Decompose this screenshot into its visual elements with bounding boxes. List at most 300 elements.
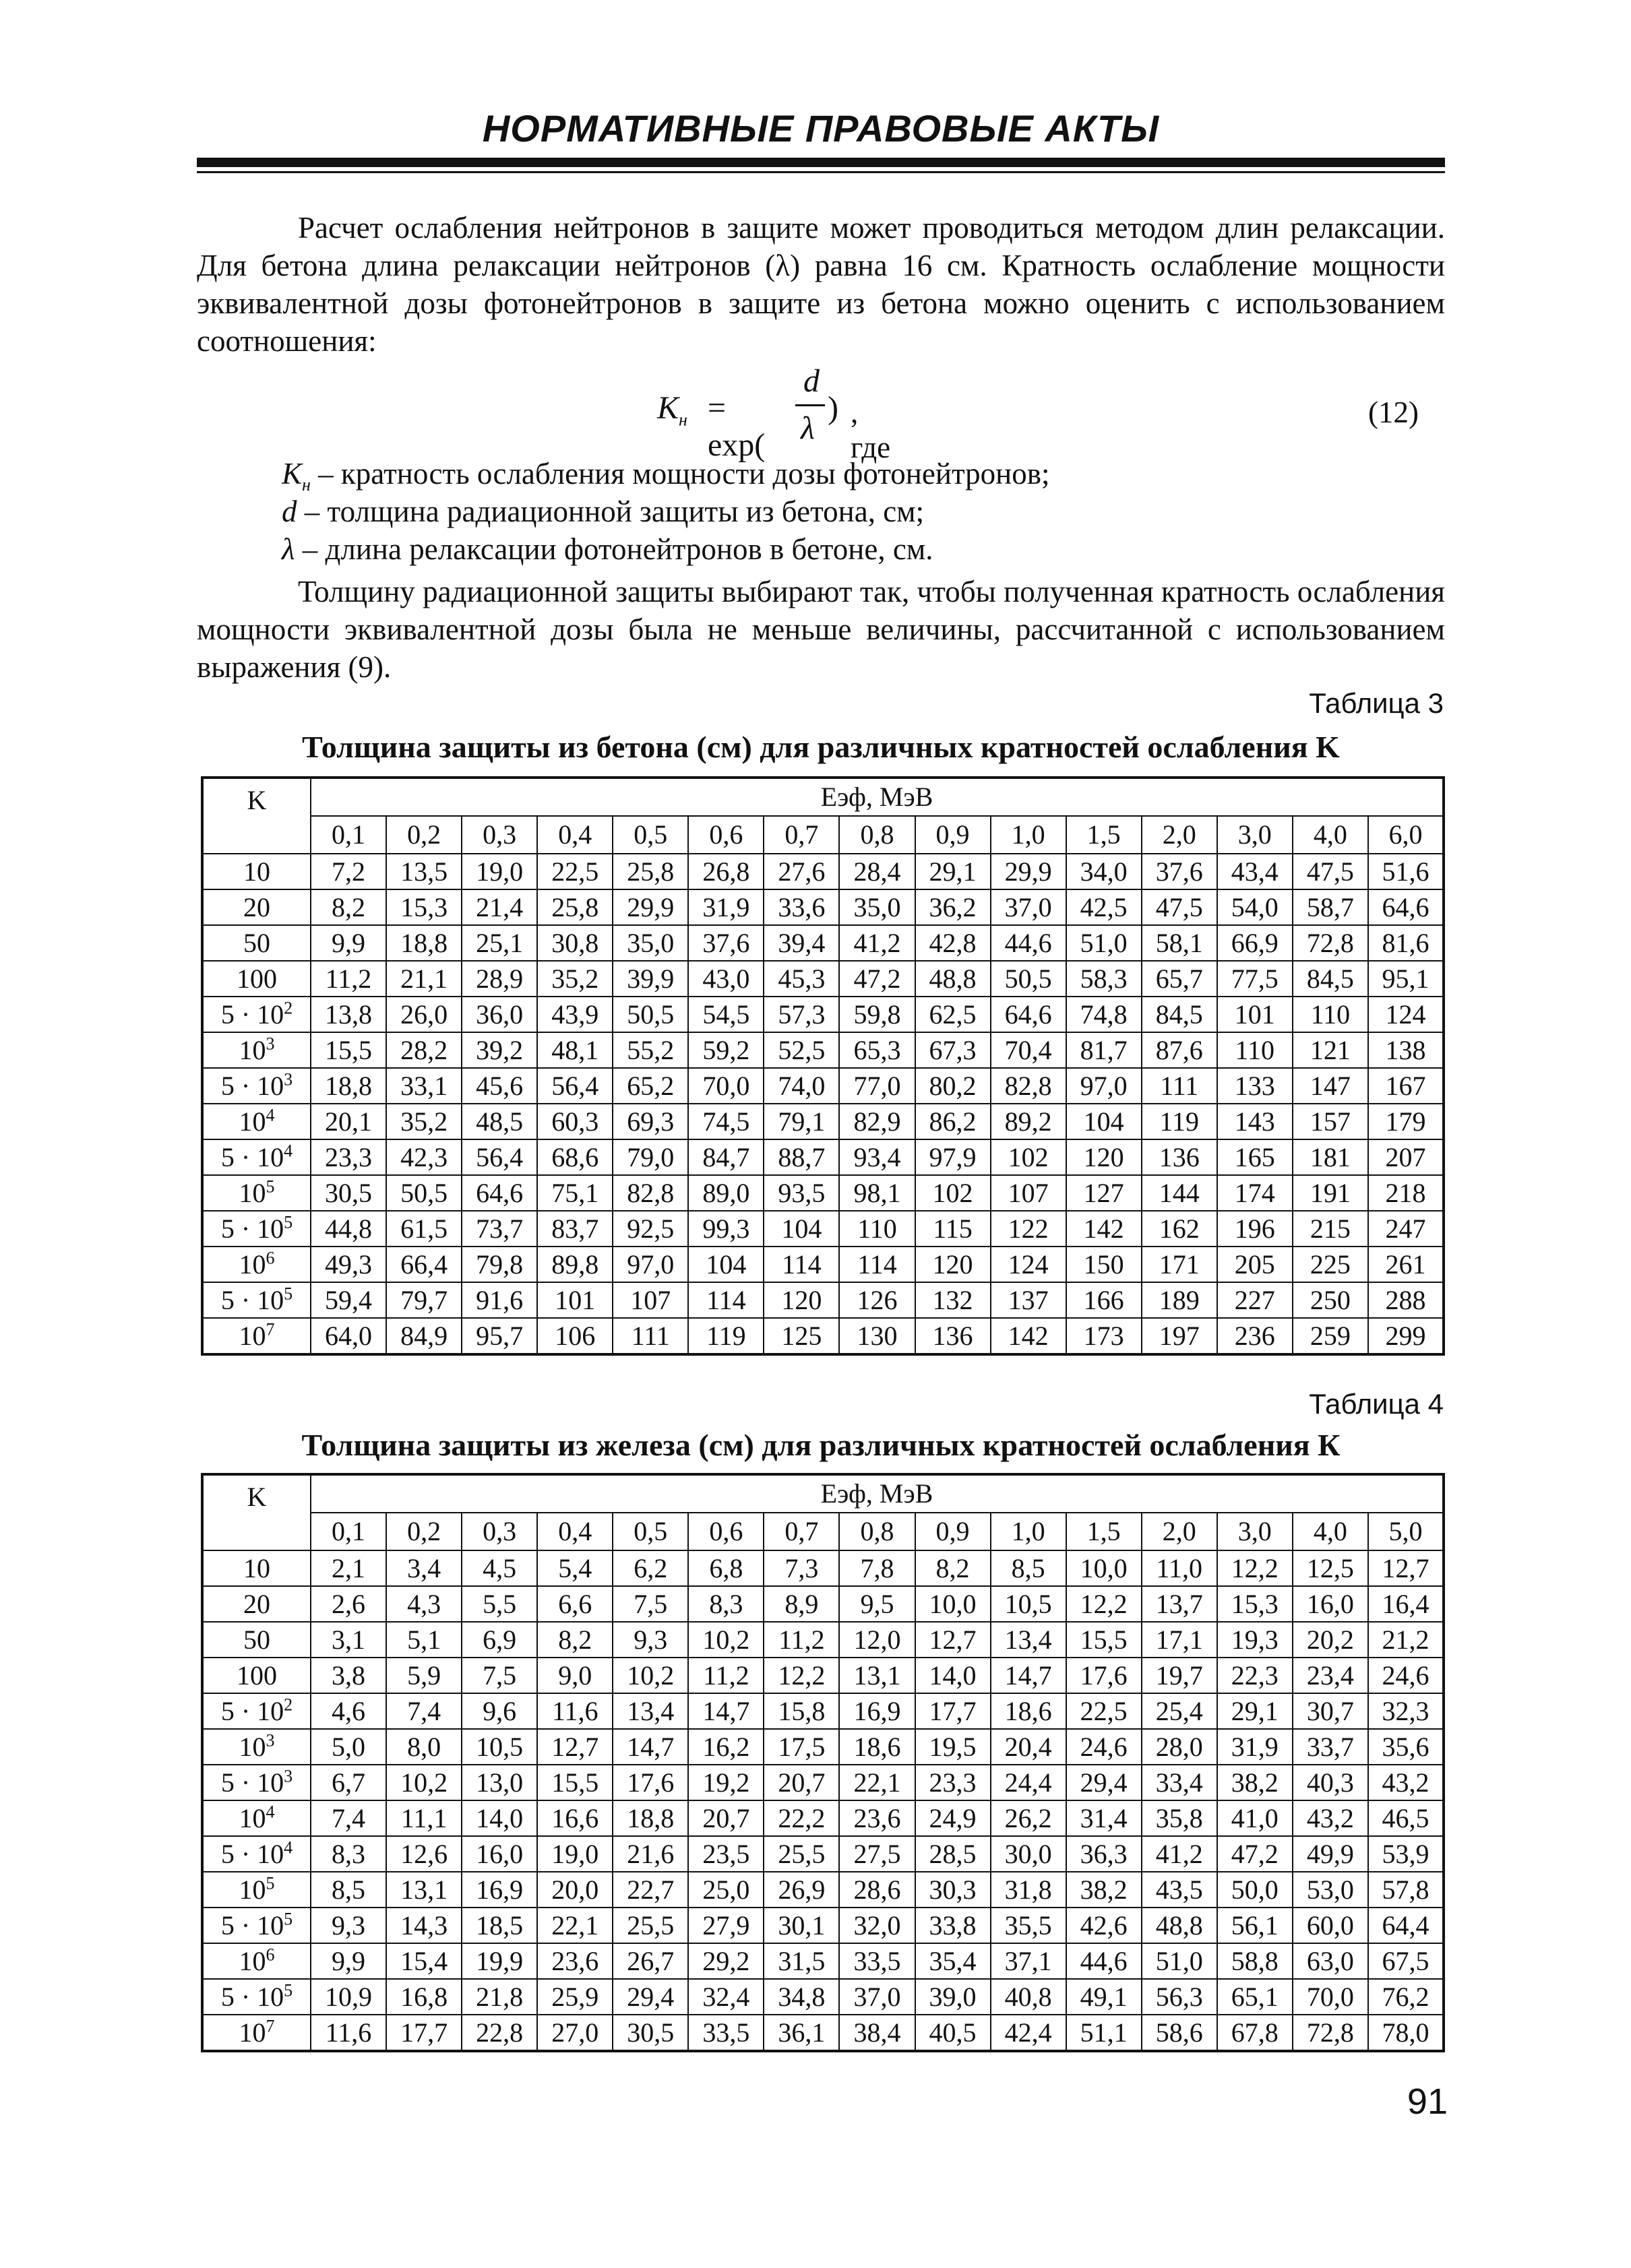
table3-value-cell: 79,1 xyxy=(764,1104,839,1139)
table3-value-cell: 104 xyxy=(1066,1104,1142,1139)
formula-lhs: $K_н$ xyxy=(657,390,687,430)
table3-energy-cell: 2,0 xyxy=(1142,816,1217,854)
table4-value-cell: 16,6 xyxy=(537,1800,613,1836)
table3-value-cell: 82,8 xyxy=(991,1068,1066,1104)
table4-row xyxy=(202,1729,1444,1765)
table3-value-cell: 29,9 xyxy=(991,854,1066,889)
table4-value-cell: 16,8 xyxy=(386,1979,462,2015)
table3-value-cell: 58,7 xyxy=(1293,889,1368,925)
table4-value-cell: 10,2 xyxy=(386,1765,462,1800)
table4-value-cell: 10,0 xyxy=(915,1586,991,1622)
table4-value-cell: 40,5 xyxy=(915,2015,991,2051)
table3-value-cell: 126 xyxy=(839,1282,915,1318)
table4-value-cell: 16,4 xyxy=(1368,1586,1444,1622)
table3-value-cell: 50,5 xyxy=(613,997,688,1032)
table4-value-cell: 2,1 xyxy=(311,1550,386,1586)
table3-value-cell: 39,2 xyxy=(462,1032,537,1068)
table3-k-cell: $10^7$ xyxy=(202,1318,311,1354)
table3-value-cell: 215 xyxy=(1293,1211,1368,1247)
table4-value-cell: 5,9 xyxy=(386,1658,462,1693)
table3-value-cell: 136 xyxy=(915,1318,991,1354)
table4-value-cell: 41,0 xyxy=(1217,1800,1293,1836)
table4-value-cell: 58,6 xyxy=(1142,2015,1217,2051)
table3-energy-cell: 0,6 xyxy=(688,816,764,854)
table4-value-cell: 19,7 xyxy=(1142,1658,1217,1693)
table4-row xyxy=(202,1800,1444,1836)
table4-value-cell: 33,4 xyxy=(1142,1765,1217,1800)
table3-value-cell: 42,8 xyxy=(915,925,991,961)
table4-value-cell: 42,6 xyxy=(1066,1908,1142,1943)
table4-k-cell: 20 xyxy=(202,1586,311,1622)
table4-value-cell: 15,4 xyxy=(386,1943,462,1979)
table4-value-cell: 15,5 xyxy=(1066,1622,1142,1658)
table4-value-cell: 15,8 xyxy=(764,1693,839,1729)
table4-value-cell: 37,0 xyxy=(839,1979,915,2015)
table3-value-cell: 101 xyxy=(537,1282,613,1318)
table4-value-cell: 35,5 xyxy=(991,1908,1066,1943)
table4-value-cell: 25,4 xyxy=(1142,1693,1217,1729)
table4-value-cell: 9,9 xyxy=(311,1943,386,1979)
table3-value-cell: 65,7 xyxy=(1142,961,1217,997)
table4-value-cell: 27,0 xyxy=(537,2015,613,2051)
table3-value-cell: 65,2 xyxy=(613,1068,688,1104)
table4-value-cell: 7,4 xyxy=(311,1800,386,1836)
table3-value-cell: 119 xyxy=(688,1318,764,1354)
table3-value-cell: 122 xyxy=(991,1211,1066,1247)
table4-value-cell: 58,8 xyxy=(1217,1943,1293,1979)
table3-value-cell: 59,2 xyxy=(688,1032,764,1068)
table3-value-cell: 43,0 xyxy=(688,961,764,997)
table4-value-cell: 7,3 xyxy=(764,1550,839,1586)
table4-value-cell: 23,6 xyxy=(839,1800,915,1836)
table3-value-cell: 250 xyxy=(1293,1282,1368,1318)
table3-value-cell: 21,4 xyxy=(462,889,537,925)
table4-value-cell: 22,2 xyxy=(764,1800,839,1836)
table3-value-cell: 205 xyxy=(1217,1247,1293,1282)
formula-numerator: d xyxy=(803,363,820,399)
table4-value-cell: 64,4 xyxy=(1368,1908,1444,1943)
table4-value-cell: 11,2 xyxy=(764,1622,839,1658)
table4-value-cell: 20,0 xyxy=(537,1872,613,1908)
table4-value-cell: 8,2 xyxy=(537,1622,613,1658)
table4-value-cell: 30,3 xyxy=(915,1872,991,1908)
table4-value-cell: 21,6 xyxy=(613,1836,688,1872)
table3-value-cell: 102 xyxy=(915,1175,991,1211)
table3-row xyxy=(202,997,1444,1032)
table4-value-cell: 12,0 xyxy=(839,1622,915,1658)
table4-value-cell: 7,5 xyxy=(613,1586,688,1622)
table4-value-cell: 21,8 xyxy=(462,1979,537,2015)
table3-k-cell: 10 xyxy=(202,854,311,889)
table3-value-cell: 104 xyxy=(764,1211,839,1247)
table4-value-cell: 38,4 xyxy=(839,2015,915,2051)
table3-value-cell: 91,6 xyxy=(462,1282,537,1318)
table3-value-cell: 51,0 xyxy=(1066,925,1142,961)
table3-value-cell: 18,8 xyxy=(311,1068,386,1104)
table4-value-cell: 57,8 xyxy=(1368,1872,1444,1908)
table3-value-cell: 125 xyxy=(764,1318,839,1354)
table3-value-cell: 89,8 xyxy=(537,1247,613,1282)
table4-value-cell: 23,4 xyxy=(1293,1658,1368,1693)
table3-value-cell: 218 xyxy=(1368,1175,1444,1211)
table3-value-cell: 144 xyxy=(1142,1175,1217,1211)
definition-d: d – толщина радиационной защиты из бетона, см; xyxy=(282,495,925,528)
table4-value-cell: 8,5 xyxy=(991,1550,1066,1586)
table3-value-cell: 62,5 xyxy=(915,997,991,1032)
table4-value-cell: 13,4 xyxy=(613,1693,688,1729)
table4-value-cell: 31,5 xyxy=(764,1943,839,1979)
table3-energy-cell: 0,3 xyxy=(462,816,537,854)
table3-k-cell: 20 xyxy=(202,889,311,925)
table4-value-cell: 14,7 xyxy=(688,1693,764,1729)
table4-value-cell: 8,0 xyxy=(386,1729,462,1765)
table4-value-cell: 47,2 xyxy=(1217,1836,1293,1872)
table3-row xyxy=(202,925,1444,961)
table4-value-cell: 14,7 xyxy=(613,1729,688,1765)
table3-value-cell: 81,6 xyxy=(1368,925,1444,961)
table3-value-cell: 124 xyxy=(1368,997,1444,1032)
table3-value-cell: 67,3 xyxy=(915,1032,991,1068)
table3-value-cell: 171 xyxy=(1142,1247,1217,1282)
table4-value-cell: 10,5 xyxy=(462,1729,537,1765)
table3-value-cell: 47,5 xyxy=(1142,889,1217,925)
table4-value-cell: 43,2 xyxy=(1368,1765,1444,1800)
table3-value-cell: 142 xyxy=(991,1318,1066,1354)
table3-value-cell: 207 xyxy=(1368,1139,1444,1175)
table3-value-cell: 49,3 xyxy=(311,1247,386,1282)
table4-value-cell: 17,1 xyxy=(1142,1622,1217,1658)
table3-value-cell: 28,4 xyxy=(839,854,915,889)
table4-energy-cell: 0,7 xyxy=(764,1513,839,1550)
table3-value-cell: 143 xyxy=(1217,1104,1293,1139)
table3-row xyxy=(202,1247,1444,1282)
table3-value-cell: 13,5 xyxy=(386,854,462,889)
table4-value-cell: 17,6 xyxy=(613,1765,688,1800)
table3-value-cell: 22,5 xyxy=(537,854,613,889)
table4-k-cell: 100 xyxy=(202,1658,311,1693)
definition-lambda: λ – длина релаксации фотонейтронов в бетоне, см. xyxy=(282,532,933,566)
table4-value-cell: 40,3 xyxy=(1293,1765,1368,1800)
table4-row xyxy=(202,1550,1444,1586)
table3-row xyxy=(202,1282,1444,1318)
table4-value-cell: 28,5 xyxy=(915,1836,991,1872)
table4-value-cell: 32,0 xyxy=(839,1908,915,1943)
table3-value-cell: 196 xyxy=(1217,1211,1293,1247)
definition-kn: $K_н$ – кратность ослабления мощности дозы фотонейтронов; xyxy=(282,457,1050,495)
table4-value-cell: 25,9 xyxy=(537,1979,613,2015)
table3-value-cell: 45,3 xyxy=(764,961,839,997)
table4-value-cell: 17,7 xyxy=(915,1693,991,1729)
table3-value-cell: 58,1 xyxy=(1142,925,1217,961)
table4-value-cell: 12,5 xyxy=(1293,1550,1368,1586)
table4-value-cell: 3,8 xyxy=(311,1658,386,1693)
table3-value-cell: 30,5 xyxy=(311,1175,386,1211)
table3-value-cell: 95,1 xyxy=(1368,961,1444,997)
table4-value-cell: 13,0 xyxy=(462,1765,537,1800)
table3-value-cell: 299 xyxy=(1368,1318,1444,1354)
table4-value-cell: 10,2 xyxy=(688,1622,764,1658)
table4-value-cell: 26,7 xyxy=(613,1943,688,1979)
table3-energy-cell: 0,2 xyxy=(386,816,462,854)
table4-value-cell: 8,2 xyxy=(915,1550,991,1586)
table4-value-cell: 29,4 xyxy=(1066,1765,1142,1800)
table3-value-cell: 136 xyxy=(1142,1139,1217,1175)
table4-value-cell: 32,4 xyxy=(688,1979,764,2015)
table3-value-cell: 179 xyxy=(1368,1104,1444,1139)
table3-value-cell: 101 xyxy=(1217,997,1293,1032)
table4-value-cell: 18,8 xyxy=(613,1800,688,1836)
table4-value-cell: 70,0 xyxy=(1293,1979,1368,2015)
table3-value-cell: 77,0 xyxy=(839,1068,915,1104)
table4-value-cell: 49,9 xyxy=(1293,1836,1368,1872)
table3-value-cell: 115 xyxy=(915,1211,991,1247)
table4-value-cell: 30,5 xyxy=(613,2015,688,2051)
table3-value-cell: 93,4 xyxy=(839,1139,915,1175)
table4-energy-cell: 5,0 xyxy=(1368,1513,1444,1550)
table4-value-cell: 36,3 xyxy=(1066,1836,1142,1872)
table4-k-cell: $5 \cdot 10^5$ xyxy=(202,1979,311,2015)
formula-where: , где xyxy=(851,396,891,464)
table3-value-cell: 33,6 xyxy=(764,889,839,925)
table4-value-cell: 65,1 xyxy=(1217,1979,1293,2015)
table4-value-cell: 17,7 xyxy=(386,2015,462,2051)
table4-value-cell: 20,7 xyxy=(688,1800,764,1836)
table4-row xyxy=(202,1908,1444,1943)
table4-value-cell: 14,0 xyxy=(915,1658,991,1693)
table3-energy-cell: 0,1 xyxy=(311,816,386,854)
table3-value-cell: 97,0 xyxy=(613,1247,688,1282)
table4-value-cell: 43,5 xyxy=(1142,1872,1217,1908)
table4-value-cell: 24,4 xyxy=(991,1765,1066,1800)
table3-label: Таблица 3 xyxy=(1309,687,1444,719)
table3-value-cell: 26,8 xyxy=(688,854,764,889)
table4-value-cell: 4,6 xyxy=(311,1693,386,1729)
table4-value-cell: 11,2 xyxy=(688,1658,764,1693)
table4-value-cell: 33,7 xyxy=(1293,1729,1368,1765)
table3-value-cell: 150 xyxy=(1066,1247,1142,1282)
table3-value-cell: 43,9 xyxy=(537,997,613,1032)
page-number: 91 xyxy=(1407,2081,1448,2122)
table3-value-cell: 28,2 xyxy=(386,1032,462,1068)
table4-value-cell: 29,4 xyxy=(613,1979,688,2015)
table4-value-cell: 6,7 xyxy=(311,1765,386,1800)
formula-exp: = exp( xyxy=(708,390,766,463)
table4-value-cell: 20,7 xyxy=(764,1765,839,1800)
table3-value-cell: 75,1 xyxy=(537,1175,613,1211)
table4-value-cell: 9,3 xyxy=(311,1908,386,1943)
table3-value-cell: 114 xyxy=(688,1282,764,1318)
table4-value-cell: 12,7 xyxy=(1368,1550,1444,1586)
header-rule-thick xyxy=(197,158,1445,167)
table3-value-cell: 107 xyxy=(991,1175,1066,1211)
table4-value-cell: 14,7 xyxy=(991,1658,1066,1693)
table4-value-cell: 51,1 xyxy=(1066,2015,1142,2051)
table4-value-cell: 12,7 xyxy=(915,1622,991,1658)
table4-value-cell: 12,2 xyxy=(1217,1550,1293,1586)
table4-value-cell: 28,0 xyxy=(1142,1729,1217,1765)
table4-value-cell: 22,7 xyxy=(613,1872,688,1908)
table3-value-cell: 39,4 xyxy=(764,925,839,961)
table3-value-cell: 84,5 xyxy=(1293,961,1368,997)
table3-value-cell: 110 xyxy=(1293,997,1368,1032)
table4-title: Толщина защиты из железа (см) для различных кратностей ослабления К xyxy=(301,1428,1341,1462)
table3-value-cell: 227 xyxy=(1217,1282,1293,1318)
table3-value-cell: 31,9 xyxy=(688,889,764,925)
table3-row xyxy=(202,889,1444,925)
table3-value-cell: 70,4 xyxy=(991,1032,1066,1068)
table4-value-cell: 19,5 xyxy=(915,1729,991,1765)
table3-row xyxy=(202,1211,1444,1247)
table3-k-cell: $5 \cdot 10^3$ xyxy=(202,1068,311,1104)
table3-value-cell: 79,8 xyxy=(462,1247,537,1282)
table4-value-cell: 27,9 xyxy=(688,1908,764,1943)
table4-value-cell: 19,3 xyxy=(1217,1622,1293,1658)
table4-value-cell: 16,9 xyxy=(462,1872,537,1908)
table3-value-cell: 33,1 xyxy=(386,1068,462,1104)
table4-value-cell: 13,7 xyxy=(1142,1586,1217,1622)
table3-value-cell: 197 xyxy=(1142,1318,1217,1354)
table3-value-cell: 84,7 xyxy=(688,1139,764,1175)
table4-value-cell: 22,3 xyxy=(1217,1658,1293,1693)
table3-value-cell: 25,8 xyxy=(613,854,688,889)
table3-value-cell: 162 xyxy=(1142,1211,1217,1247)
table3-value-cell: 137 xyxy=(991,1282,1066,1318)
table4-value-cell: 40,8 xyxy=(991,1979,1066,2015)
table4-value-cell: 8,3 xyxy=(311,1836,386,1872)
table4-value-cell: 32,3 xyxy=(1368,1693,1444,1729)
table3-value-cell: 142 xyxy=(1066,1211,1142,1247)
table3-value-cell: 48,5 xyxy=(462,1104,537,1139)
table4-value-cell: 19,0 xyxy=(537,1836,613,1872)
table3-value-cell: 59,4 xyxy=(311,1282,386,1318)
table4-value-cell: 49,1 xyxy=(1066,1979,1142,2015)
table4-value-cell: 22,1 xyxy=(537,1908,613,1943)
table4-value-cell: 5,5 xyxy=(462,1586,537,1622)
table3-value-cell: 79,0 xyxy=(613,1139,688,1175)
table3-value-cell: 106 xyxy=(537,1318,613,1354)
table3-value-cell: 8,2 xyxy=(311,889,386,925)
table3-value-cell: 35,0 xyxy=(613,925,688,961)
table4-value-cell: 6,8 xyxy=(688,1550,764,1586)
table4-energy-cell: 0,2 xyxy=(386,1513,462,1550)
table3-value-cell: 124 xyxy=(991,1247,1066,1282)
table3-value-cell: 73,7 xyxy=(462,1211,537,1247)
table3-value-cell: 89,0 xyxy=(688,1175,764,1211)
table3-value-cell: 166 xyxy=(1066,1282,1142,1318)
table3-value-cell: 107 xyxy=(613,1282,688,1318)
table3-value-cell: 99,3 xyxy=(688,1211,764,1247)
table4-value-cell: 14,0 xyxy=(462,1800,537,1836)
table4-value-cell: 37,1 xyxy=(991,1943,1066,1979)
table3-k-cell: 50 xyxy=(202,925,311,961)
table3-value-cell: 11,2 xyxy=(311,961,386,997)
table3-value-cell: 79,7 xyxy=(386,1282,462,1318)
table4-value-cell: 10,5 xyxy=(991,1586,1066,1622)
table4-value-cell: 24,6 xyxy=(1368,1658,1444,1693)
table3-energy-cell: 1,0 xyxy=(991,816,1066,854)
table4-row xyxy=(202,1943,1444,1979)
table3-value-cell: 28,9 xyxy=(462,961,537,997)
table3-value-cell: 120 xyxy=(1066,1139,1142,1175)
table4 xyxy=(201,1473,1445,2052)
table4-value-cell: 10,2 xyxy=(613,1658,688,1693)
table3-value-cell: 259 xyxy=(1293,1318,1368,1354)
table3-value-cell: 89,2 xyxy=(991,1104,1066,1139)
table3-value-cell: 82,8 xyxy=(613,1175,688,1211)
table3-k-cell: $10^5$ xyxy=(202,1175,311,1211)
table4-label: Таблица 4 xyxy=(1309,1388,1444,1420)
table4-value-cell: 36,1 xyxy=(764,2015,839,2051)
table4-value-cell: 11,6 xyxy=(311,2015,386,2051)
table4-k-cell: $5 \cdot 10^3$ xyxy=(202,1765,311,1800)
table3-value-cell: 74,0 xyxy=(764,1068,839,1104)
table4-value-cell: 18,6 xyxy=(991,1693,1066,1729)
table3-value-cell: 120 xyxy=(915,1247,991,1282)
table4-value-cell: 20,4 xyxy=(991,1729,1066,1765)
table3-value-cell: 23,3 xyxy=(311,1139,386,1175)
table3-value-cell: 86,2 xyxy=(915,1104,991,1139)
formula-number: (12) xyxy=(1368,396,1419,429)
table3-value-cell: 35,2 xyxy=(386,1104,462,1139)
table4-value-cell: 31,4 xyxy=(1066,1800,1142,1836)
table3-value-cell: 138 xyxy=(1368,1032,1444,1068)
table4-value-cell: 16,0 xyxy=(462,1836,537,1872)
table3-value-cell: 83,7 xyxy=(537,1211,613,1247)
table4-value-cell: 35,4 xyxy=(915,1943,991,1979)
table3-value-cell: 288 xyxy=(1368,1282,1444,1318)
table3-value-cell: 45,6 xyxy=(462,1068,537,1104)
table3-value-cell: 44,6 xyxy=(991,925,1066,961)
table3-value-cell: 261 xyxy=(1368,1247,1444,1282)
table4-value-cell: 4,3 xyxy=(386,1586,462,1622)
table3-value-cell: 147 xyxy=(1293,1068,1368,1104)
table3-value-cell: 37,6 xyxy=(688,925,764,961)
table4-value-cell: 9,0 xyxy=(537,1658,613,1693)
table4-value-cell: 72,8 xyxy=(1293,2015,1368,2051)
table3-energy-cell: 0,8 xyxy=(839,816,915,854)
table3-k-cell: $5 \cdot 10^5$ xyxy=(202,1282,311,1318)
table4-k-cell: $5 \cdot 10^2$ xyxy=(202,1693,311,1729)
table4-energy-cell: 0,3 xyxy=(462,1513,537,1550)
table3-k-cell: $5 \cdot 10^4$ xyxy=(202,1139,311,1175)
table4-k-cell: $5 \cdot 10^4$ xyxy=(202,1836,311,1872)
table4-k-cell: 10 xyxy=(202,1550,311,1586)
table3-value-cell: 30,8 xyxy=(537,925,613,961)
table3-value-cell: 157 xyxy=(1293,1104,1368,1139)
table3-value-cell: 61,5 xyxy=(386,1211,462,1247)
table3-value-cell: 29,9 xyxy=(613,889,688,925)
table3-value-cell: 15,3 xyxy=(386,889,462,925)
table4-value-cell: 35,8 xyxy=(1142,1800,1217,1836)
table3-k-cell: $10^4$ xyxy=(202,1104,311,1139)
table4-value-cell: 44,6 xyxy=(1066,1943,1142,1979)
table3-value-cell: 48,1 xyxy=(537,1032,613,1068)
table4-value-cell: 78,0 xyxy=(1368,2015,1444,2051)
table3-value-cell: 173 xyxy=(1066,1318,1142,1354)
table3-value-cell: 20,1 xyxy=(311,1104,386,1139)
table4-value-cell: 8,9 xyxy=(764,1586,839,1622)
table3-value-cell: 189 xyxy=(1142,1282,1217,1318)
table3-value-cell: 36,0 xyxy=(462,997,537,1032)
table4-value-cell: 11,1 xyxy=(386,1800,462,1836)
table3-value-cell: 97,0 xyxy=(1066,1068,1142,1104)
table4-value-cell: 7,5 xyxy=(462,1658,537,1693)
table4-value-cell: 23,6 xyxy=(537,1943,613,1979)
table4-value-cell: 23,5 xyxy=(688,1836,764,1872)
table4-value-cell: 25,0 xyxy=(688,1872,764,1908)
table4-value-cell: 21,2 xyxy=(1368,1622,1444,1658)
table4-energy-cell: 1,0 xyxy=(991,1513,1066,1550)
